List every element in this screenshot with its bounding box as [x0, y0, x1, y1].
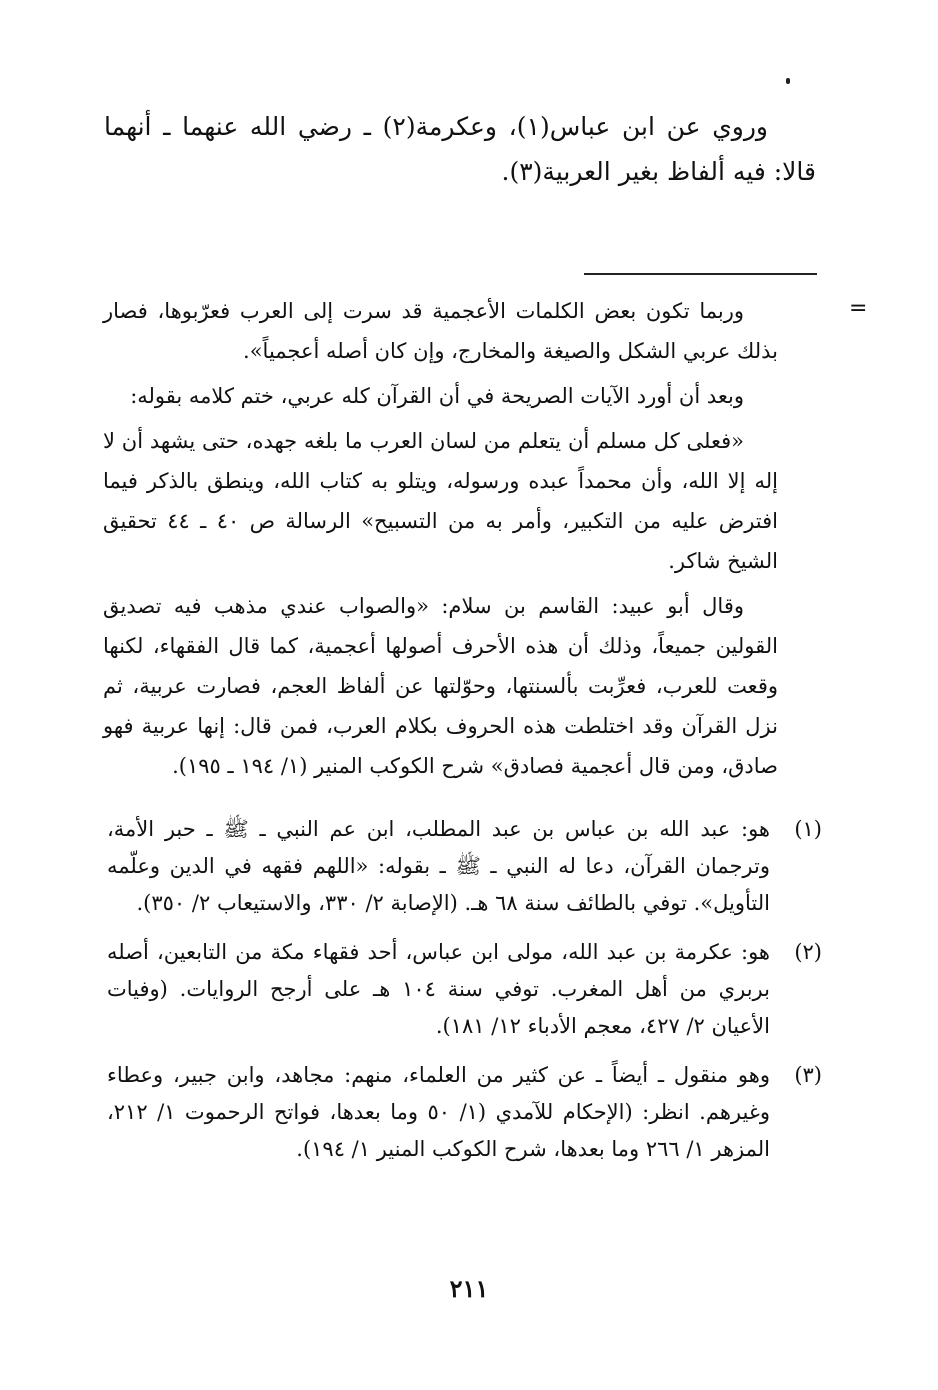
- continuation-paragraph: وربما تكون بعض الكلمات الأعجمية قد سرت إلى العرب فعرّبوها، فصار بذلك عربي الشكل والصيغة والمخارج، وإن كان أصله أعجمياً».: [103, 299, 778, 363]
- footnote-text: هو: عبد الله بن عباس بن عبد المطلب، ابن عم النبي ـ ﷺ ـ حبر الأمة، وترجمان القرآن، دعا له النبي ـ ﷺ ـ بقوله: «اللهم فقهه في الدين وعلّمه التأويل». توفي بالطائف سنة ٦٨ هـ. (الإصابة ٢/ ٣٣٠، والاستيعاب ٢/ ٣٥٠).: [107, 817, 770, 915]
- footnote-3: [107, 1057, 822, 1168]
- main-text: [104, 104, 816, 194]
- main-paragraph: وروي عن ابن عباس(١)، وعكرمة(٢) ـ رضي الله عنهما ـ أنهما قالا: فيه ألفاظ بغير العربية(٣).: [104, 112, 816, 186]
- stray-mark: [786, 78, 790, 84]
- continuation-paragraph: «فعلى كل مسلم أن يتعلم من لسان العرب ما بلغه جهده، حتى يشهد أن لا إله إلا الله، وأن محمداً عبده ورسوله، ويتلو به كتاب الله، وينطق بالذكر فيما افترض عليه من التكبير، وأمر به من التسبيح» الرسالة ص ٤٠ ـ ٤٤ تحقيق الشيخ شاكر.: [103, 429, 778, 573]
- footnote-number: (٢): [794, 940, 822, 964]
- footnote-continuation: [103, 291, 778, 791]
- footnote-number: (١): [794, 817, 822, 841]
- page-number: ٢١١: [449, 1274, 489, 1303]
- footnote-text: هو: عكرمة بن عبد الله، مولى ابن عباس، أحد فقهاء مكة من التابعين، أصله بربري من أهل المغرب. توفي سنة ١٠٤ هـ على أرجح الروايات. (وفيات الأعيان ٢/ ٤٢٧، معجم الأدباء ١٢/ ١٨١).: [107, 940, 770, 1038]
- continuation-marker: =: [849, 296, 868, 321]
- footnotes: [107, 811, 822, 1180]
- footnote-text: وهو منقول ـ أيضاً ـ عن كثير من العلماء، منهم: مجاهد، وابن جبير، وعطاء وغيرهم. انظر: (الإحكام للآمدي (١/ ٥٠ وما بعدها، فواتح الرحموت ١/ ٢١٢، المزهر ١/ ٢٦٦ وما بعدها، شرح الكوكب المنير ١/ ١٩٤).: [107, 1063, 770, 1161]
- continuation-paragraph: وبعد أن أورد الآيات الصريحة في أن القرآن كله عربي، ختم كلامه بقوله:: [130, 384, 744, 408]
- footnote-2: [107, 934, 822, 1045]
- footnote-number: (٣): [794, 1063, 822, 1087]
- continuation-paragraph: وقال أبو عبيد: القاسم بن سلام: «والصواب عندي مذهب فيه تصديق القولين جميعاً، وذلك أن هذه الأحرف أصولها أعجمية، كما قال الفقهاء، لكنها وقعت للعرب، فعرِّبت بألسنتها، وحوّلتها عن ألفاظ العجم، فصارت عربية، ثم نزل القرآن وقد اختلطت هذه الحروف بكلام العرب، فمن قال: إنها عربية فهو صادق، ومن قال أعجمية فصادق» شرح الكوكب المنير (١/ ١٩٤ ـ ١٩٥).: [103, 594, 778, 778]
- footnote-1: [107, 811, 822, 922]
- footnote-divider: [584, 273, 817, 275]
